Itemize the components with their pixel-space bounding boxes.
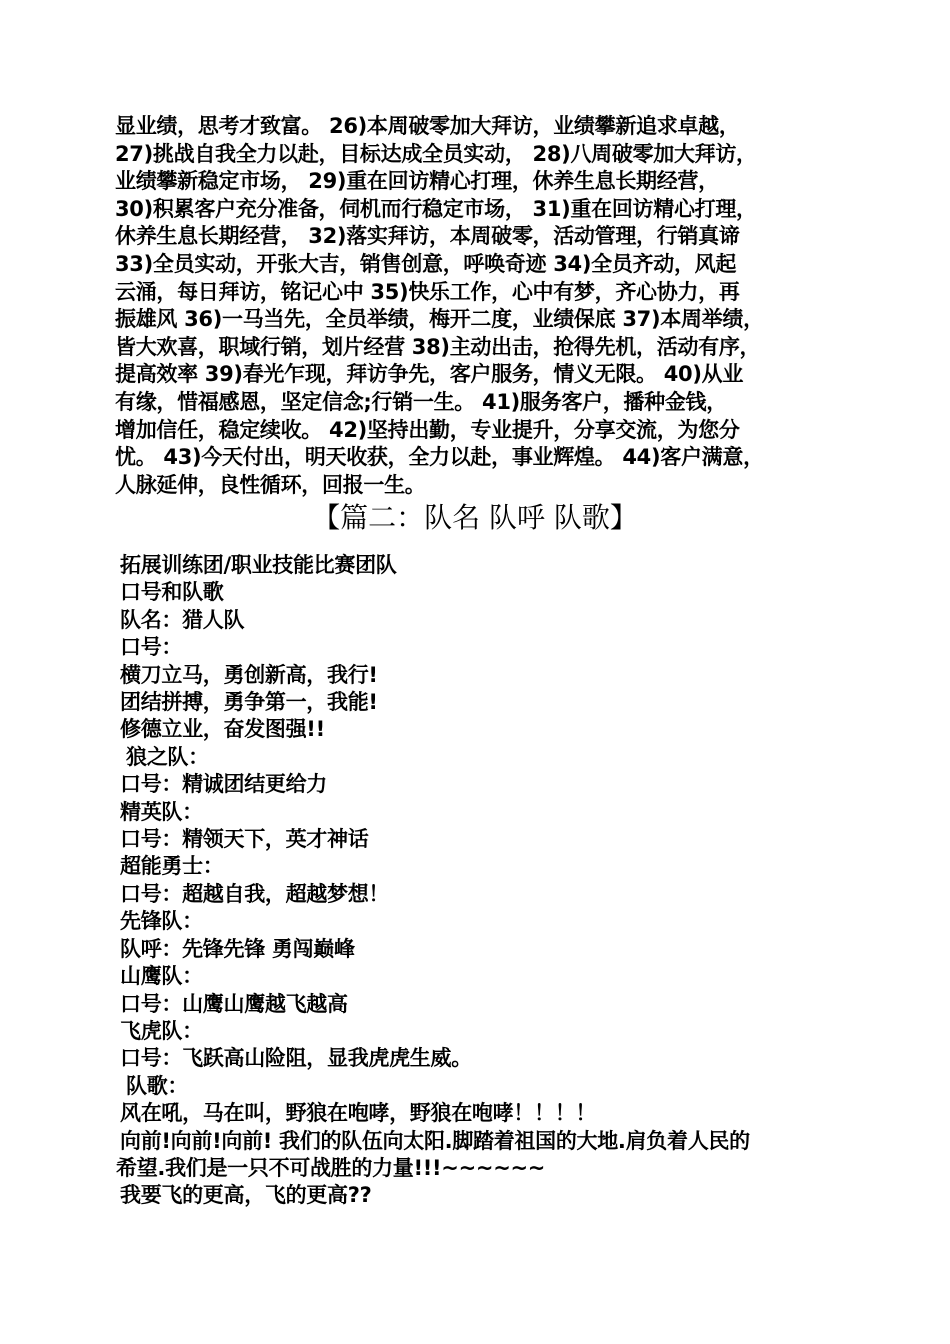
list-item: 口号：超越自我，超越梦想！ — [120, 881, 390, 906]
list-item: 口号：飞跃高山险阻，显我虎虎生威。 — [120, 1046, 472, 1071]
paragraph-line: 显业绩，思考才致富。 26)本周破零加大拜访，业绩攀新追求卓越， — [115, 114, 740, 138]
paragraph-line: 33)全员实动，开张大吉，销售创意，呼唤奇迹 34)全员齐动，风起 — [115, 251, 737, 276]
list-item: 口号：精领天下，英才神话 — [120, 827, 369, 852]
paragraph-line: 忧。 43)今天付出，明天收获，全力以赴，事业辉煌。 44)客户满意， — [115, 445, 764, 470]
list-item: 团结拼搏，勇争第一，我能! — [120, 690, 378, 715]
paragraph-line: 振雄风 36)一马当先，全员举绩，梅开二度，业绩保底 37)本周举绩， — [115, 307, 764, 332]
paragraph-line: 人脉延伸，良性循环，回报一生。 — [115, 472, 426, 497]
list-item: 口号： — [120, 635, 183, 660]
list-item: 队歌： — [126, 1073, 189, 1098]
list-item: 飞虎队： — [120, 1018, 203, 1043]
list-item: 队名：猎人队 — [120, 607, 245, 632]
team-slogan-list — [116, 552, 860, 1210]
list-item: 口号：精诚团结更给力 — [120, 772, 327, 797]
paragraph-line: 皆大欢喜，职域行销，划片经营 38)主动出击，抢得先机，活动有序， — [115, 334, 761, 359]
paragraph-line: 有缘，惜福感恩，坚定信念;行销一生。 41)服务客户，播种金钱， — [115, 389, 727, 414]
section-heading: 【篇二：队名 队呼 队歌】 — [312, 501, 638, 534]
paragraph-line: 提高效率 39)春光乍现，拜访争先，客户服务，情义无限。 40)从业 — [115, 362, 744, 387]
paragraph-line: 业绩攀新稳定市场， 29)重在回访精心打理，休养生息长期经营， — [115, 169, 719, 194]
paragraph-line: 30)积累客户充分准备，伺机而行稳定市场， 31)重在回访精心打理， — [115, 196, 757, 221]
list-item: 狼之队： — [126, 744, 209, 769]
list-item: 横刀立马，勇创新高，我行! — [120, 662, 378, 687]
list-item: 山鹰队： — [120, 964, 203, 989]
list-item: 修德立业，奋发图强!! — [120, 717, 325, 742]
paragraph-line: 休养生息长期经营， 32)落实拜访，本周破零，活动管理，行销真谛 — [115, 224, 740, 249]
paragraph-line: 云涌，每日拜访，铭记心中 35)快乐工作，心中有梦，齐心协力，再 — [115, 279, 740, 304]
list-item: 我要飞的更高，飞的更高?? — [120, 1183, 372, 1208]
list-item: 希望.我们是一只不可战胜的力量!!!~~~~~~ — [116, 1155, 546, 1180]
list-item: 超能勇士： — [120, 854, 224, 879]
list-item: 风在吼，马在叫，野狼在咆哮，野狼在咆哮！！！！ — [120, 1101, 597, 1126]
paragraph-line: 增加信任，稳定续收。 42)坚持出勤，专业提升，分享交流，为您分 — [115, 417, 740, 442]
list-item: 先锋队： — [120, 909, 203, 934]
list-item: 向前!向前!向前! 我们的队伍向太阳.脚踏着祖国的大地.肩负着人民的 — [120, 1128, 750, 1153]
slogan-paragraph — [115, 113, 855, 499]
list-item: 精英队： — [120, 799, 203, 824]
list-item: 队呼：先锋先锋 勇闯巅峰 — [120, 936, 355, 961]
list-item: 口号：山鹰山鹰越飞越高 — [120, 991, 348, 1016]
list-item: 拓展训练团/职业技能比赛团队 — [120, 553, 397, 577]
list-item: 口号和队歌 — [120, 580, 224, 605]
paragraph-line: 27)挑战自我全力以赴，目标达成全员实动， 28)八周破零加大拜访， — [115, 141, 757, 166]
